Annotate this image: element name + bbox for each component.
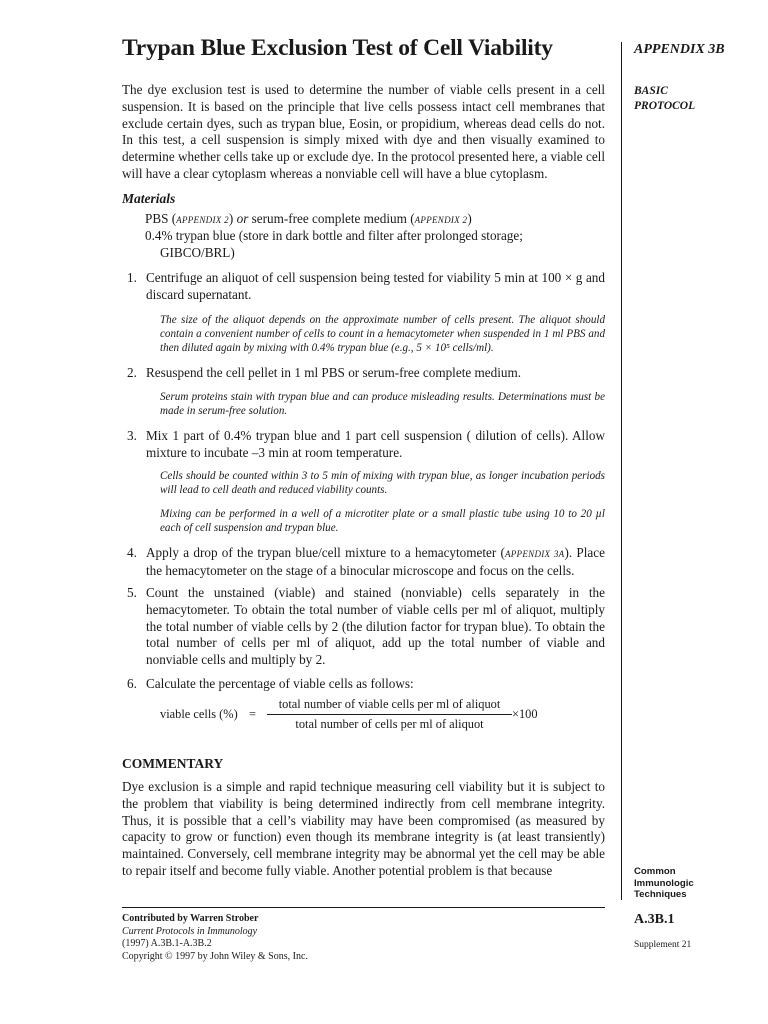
formula-label: viable cells (%) [160, 707, 238, 721]
footer-rule [122, 907, 605, 908]
step-text: Apply a drop of the trypan blue/cell mixture to a hemacytometer (APPENDIX 3A). Place the hemacytometer on the stage of a binocular microscope and focus on the cells. [146, 545, 605, 578]
section-footer-line-2: Immunologic [634, 877, 694, 889]
step-text: Centrifuge an aliquot of cell suspension being tested for viability 5 min at 100 × g and discard supernatant. [146, 270, 605, 302]
protocol-step-3 [122, 428, 605, 462]
page-title: Trypan Blue Exclusion Test of Cell Viability [122, 35, 553, 61]
step-text: Resuspend the cell pellet in 1 ml PBS or serum-free complete medium. [146, 365, 522, 380]
page-number: A.3B.1 [634, 912, 675, 927]
section-footer-label [634, 866, 694, 901]
appendix-ref: APPENDIX 2 [176, 215, 229, 225]
step-text: Calculate the percentage of viable cells as follows: [146, 676, 414, 691]
vertical-divider [621, 42, 622, 900]
fraction-bar [267, 714, 512, 715]
protocol-type-label [634, 84, 734, 114]
journal-citation: Current Protocols in Immunology (1997) A.3B.1-A.3B.2 [122, 925, 258, 949]
protocol-step-1 [122, 270, 605, 304]
protocol-type-line-2: PROTOCOL [634, 100, 696, 112]
materials-heading: Materials [122, 191, 176, 206]
step-number: 5. [127, 585, 137, 600]
appendix-label: APPENDIX 3B [634, 42, 725, 57]
step-1-note: The size of the aliquot depends on the approximate number of cells present. The aliquot should contain a convenient number of cells to count in a hemacytometer when suspended in 1 ml PBS and then diluted again by mixing with 0.4% trypan blue (e.g., 5 × 10⁵ cells/ml). [160, 314, 605, 355]
protocol-type-line-1: BASIC [634, 85, 668, 97]
footer-citation [122, 913, 308, 963]
step-number: 1. [127, 270, 137, 285]
section-footer-line-1: Common [634, 866, 676, 877]
step-number: 6. [127, 676, 137, 691]
supplement-label: Supplement 21 [634, 940, 692, 950]
protocol-step-4 [122, 545, 605, 580]
step-3-note-1: Cells should be counted within 3 to 5 min of mixing with trypan blue, as longer incubation periods will lead to cell death and reduced viability counts. [160, 470, 605, 497]
section-footer-line-3: Techniques [634, 889, 687, 900]
material-item-trypan-blue: 0.4% trypan blue (store in dark bottle and filter after prolonged storage; GIBCO/BRL) [145, 228, 523, 260]
contributor: Contributed by Warren Strober [122, 913, 259, 924]
step-text: Count the unstained (viable) and stained (nonviable) cells separately in the hemacytometer. To obtain the total number of viable cells per ml of aliquot, multiply the total number of viable cells by 2 (the dilution factor for trypan blue). To obtain the total number of cells per ml of aliquot, add up the total number of viable and nonviable cells and multiply by 2. [146, 585, 605, 668]
commentary-paragraph: Dye exclusion is a simple and rapid technique measuring cell viability but it is subject to the problem that viability is being determined indirectly from cell membrane integrity. Thus, it is possible that a cell’s viability may have been compromised (as measured by capacity to grow or function) even though its membrane integrity is (at least transiently) maintained. Conversely, cell membrane integrity may be abnormal yet the cell may be able to repair itself and become fully viable. Another potential problem is that because [122, 779, 605, 878]
protocol-step-2 [122, 365, 605, 382]
formula-multiplier: ×100 [512, 707, 538, 721]
formula-numerator: total number of viable cells per ml of aliquot [278, 697, 501, 711]
formula-denominator: total number of cells per ml of aliquot [295, 717, 484, 731]
appendix-ref: APPENDIX 2 [414, 215, 468, 225]
protocol-step-5 [122, 585, 605, 669]
copyright: Copyright © 1997 by John Wiley & Sons, Inc. [122, 950, 308, 962]
commentary-heading: COMMENTARY [122, 756, 224, 771]
protocol-step-6 [122, 676, 605, 693]
appendix-ref: APPENDIX 3A [504, 549, 565, 559]
step-number: 2. [127, 365, 137, 380]
step-3-note-2: Mixing can be performed in a well of a microtiter plate or a small plastic tube using 10 to 20 µl each of cell suspension and trypan blue. [160, 508, 605, 535]
material-item-pbs: PBS (APPENDIX 2) or serum-free complete medium (APPENDIX 2) [145, 211, 472, 226]
formula-equals: = [249, 707, 256, 721]
step-2-note: Serum proteins stain with trypan blue and can produce misleading results. Determinations must be made in serum-free solution. [160, 391, 605, 418]
intro-paragraph: The dye exclusion test is used to determine the number of viable cells present in a cell suspension. It is based on the principle that live cells possess intact cell membranes that exclude certain dyes, such as trypan blue, Eosin, or propidium, whereas dead cells do not. In this test, a cell suspension is simply mixed with dye and then visually examined to determine whether cells take up or exclude dye. In the protocol presented here, a viable cell will have a clear cytoplasm whereas a nonviable cell will have a blue cytoplasm. [122, 82, 605, 181]
step-number: 4. [127, 545, 137, 560]
step-number: 3. [127, 428, 137, 443]
viability-formula [160, 697, 605, 732]
step-text: Mix 1 part of 0.4% trypan blue and 1 part cell suspension ( dilution of cells). Allow mixture to incubate –3 min at room temperature. [146, 428, 605, 460]
